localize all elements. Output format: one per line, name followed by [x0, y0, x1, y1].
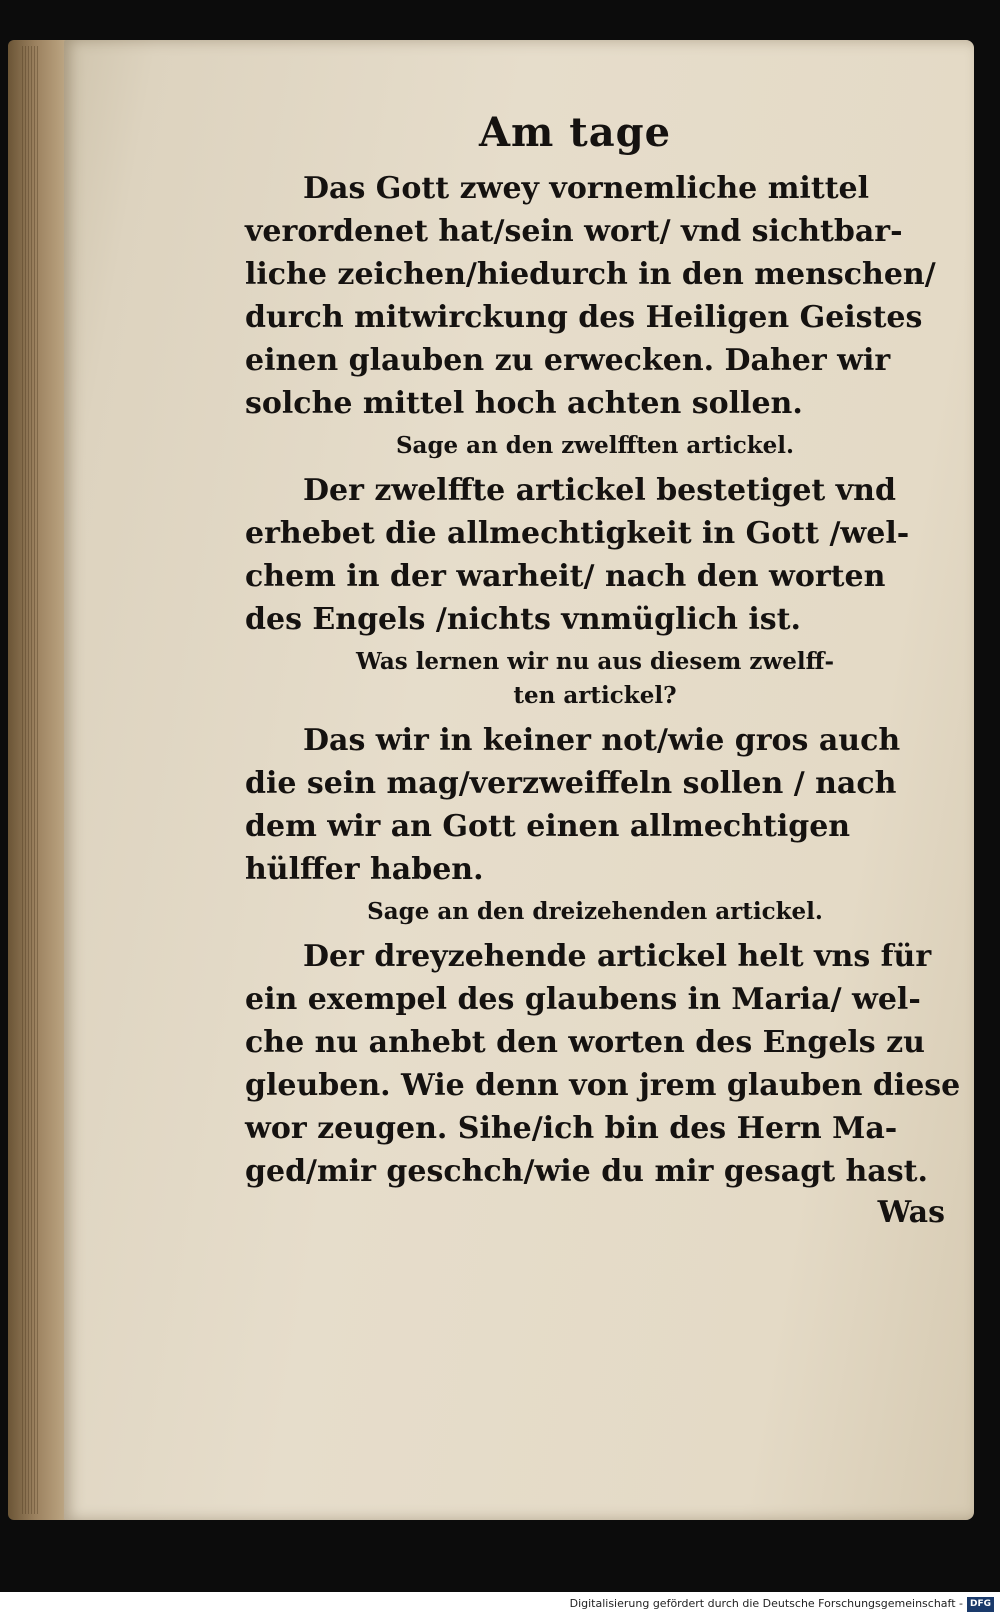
section-heading	[245, 645, 945, 713]
running-head: Am tage	[478, 109, 672, 156]
text-line: gleuben. Wie denn von jrem glauben diese	[245, 1068, 961, 1103]
credit-text: Digitalisierung gefördert durch die Deutsche Forschungsgemeinschaft -	[569, 1597, 963, 1610]
paragraph-2	[245, 469, 945, 641]
paragraph-3	[245, 719, 945, 891]
heading-line: Sage an den zwelfften artickel.	[395, 432, 795, 459]
heading-line: Sage an den dreizehenden artickel.	[367, 898, 823, 925]
text-line: die sein mag/verzweiffeln sollen / nach	[245, 766, 897, 801]
digitization-credit	[0, 1594, 994, 1614]
text-line: ein exempel des glaubens in Maria/ wel-	[245, 982, 921, 1017]
heading-line: Was lernen wir nu aus diesem zwelff-	[356, 648, 834, 675]
text-line: erhebet die allmechtigkeit in Gott /wel-	[245, 516, 910, 551]
text-line: wor zeugen. Sihe/ich bin des Hern Ma-	[245, 1111, 898, 1146]
dfg-logo: DFG	[967, 1597, 994, 1612]
text-line: liche zeichen/hiedurch in den menschen/	[245, 257, 936, 292]
section-heading	[245, 429, 945, 463]
paragraph-1	[245, 167, 945, 425]
text-line: hülffer haben.	[245, 852, 484, 887]
text-line: che nu anhebt den worten des Engels zu	[245, 1025, 925, 1060]
text-line: chem in der warheit/ nach den worten	[245, 559, 886, 594]
text-line: des Engels /nichts vnmüglich ist.	[245, 602, 801, 637]
page-text-block	[245, 105, 961, 1233]
text-line: solche mittel hoch achten sollen.	[245, 386, 803, 421]
text-line: Der zwelffte artickel bestetiget vnd	[303, 473, 896, 508]
text-line: ged/mir geschch/wie du mir gesagt hast.	[245, 1154, 928, 1189]
catchword: Was	[877, 1195, 945, 1230]
text-line: Der dreyzehende artickel helt vns für	[303, 939, 932, 974]
text-line: durch mitwirckung des Heiligen Geistes	[245, 300, 923, 335]
text-line: Das wir in keiner not/wie gros auch	[303, 723, 901, 758]
section-heading	[245, 895, 945, 929]
text-line: dem wir an Gott einen allmechtigen	[245, 809, 851, 844]
heading-line: ten artickel?	[513, 682, 677, 709]
paragraph-4	[245, 935, 961, 1193]
text-line: Das Gott zwey vornemliche mittel	[303, 171, 870, 206]
text-line: verordenet hat/sein wort/ vnd sichtbar-	[245, 214, 903, 249]
text-line: einen glauben zu erwecken. Daher wir	[245, 343, 891, 378]
